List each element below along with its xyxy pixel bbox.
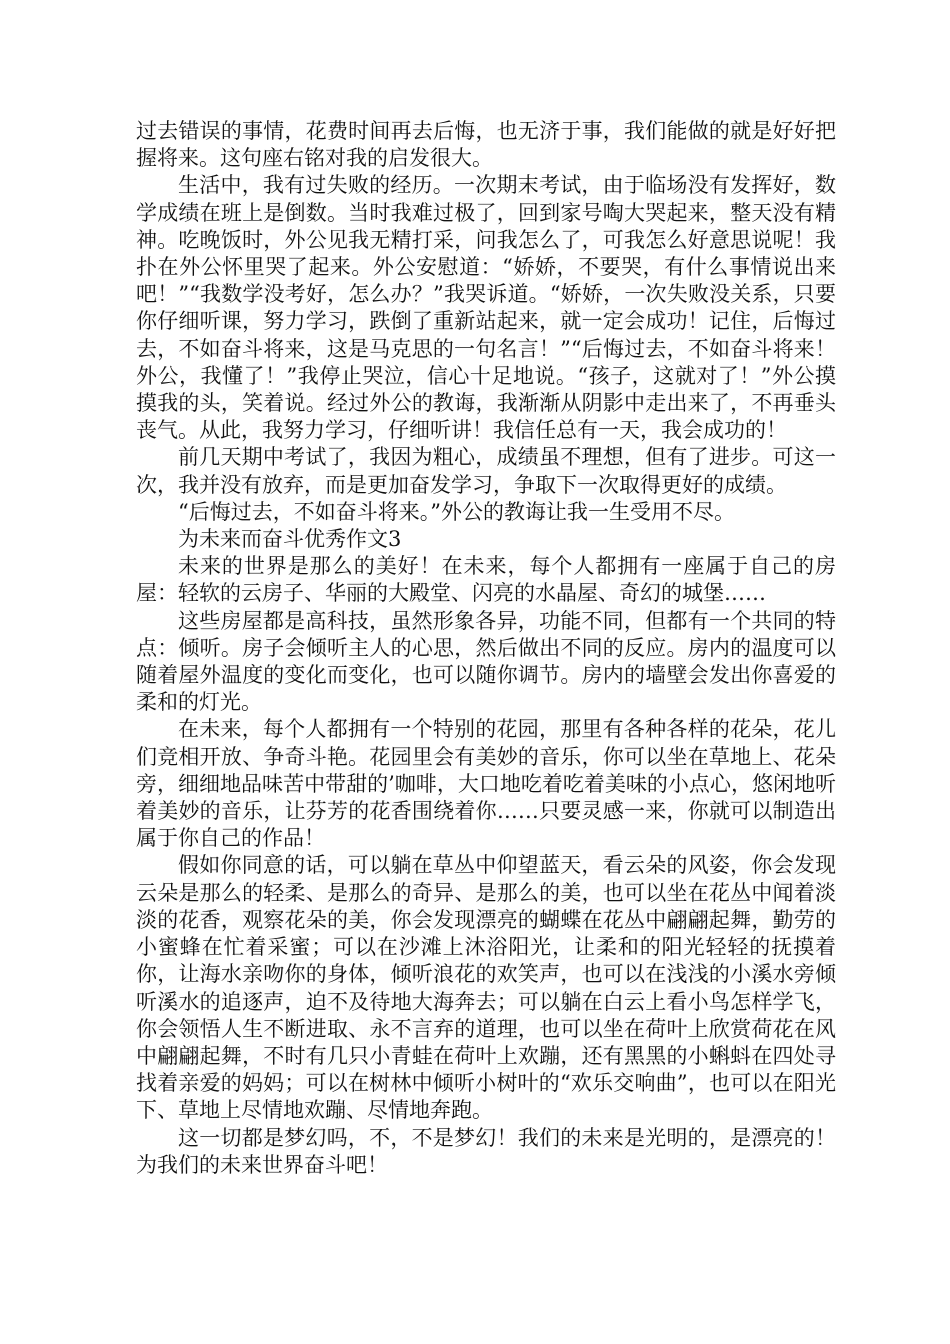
paragraph: 过去错误的事情，花费时间再去后悔，也无济于事，我们能做的就是好好把握将来。这句座右铭对我的启发很大。 [136,119,836,171]
paragraph: “后悔过去，不如奋斗将来。”外公的教诲让我一生受用不尽。 [178,499,735,524]
paragraph: 未来的世界是那么的美好！在未来，每个人都拥有一座属于自己的房屋：轻软的云房子、华丽的大殿堂、闪亮的水晶屋、奇幻的城堡…… [136,554,836,606]
essay-heading: 为未来而奋斗优秀作文3 [178,527,402,552]
paragraph: 生活中，我有过失败的经历。一次期末考试，由于临场没有发挥好，数学成绩在班上是倒数。当时我难过极了，回到家号啕大哭起来，整天没有精神。吃晚饭时，外公见我无精打采，问我怎么了，可我怎么好意思说呢！我扑在外公怀里哭了起来。外公安慰道：“娇娇，不要哭，有什么事情说出来吧！”“我数学没考好，怎么办？”我哭诉道。“娇娇，一次失败没关系，只要你仔细听课，努力学习，跌倒了重新站起来，就一定会成功！记住，后悔过去，不如奋斗将来，这是马克思的一句名言！”“后悔过去，不如奋斗将来！外公，我懂了！”我停止哭泣，信心十足地说。“孩子，这就对了！”外公摸摸我的头，笑着说。经过外公的教诲，我渐渐从阴影中走出来了，不再垂头丧气。从此，我努力学习，仔细听讲！我信任总有一天，我会成功的！ [136,173,836,443]
document-body [136,118,836,1179]
paragraph: 这一切都是梦幻吗，不，不是梦幻！我们的未来是光明的，是漂亮的！为我们的未来世界奋斗吧！ [136,1125,836,1177]
paragraph: 这些房屋都是高科技，虽然形象各异，功能不同，但都有一个共同的特点：倾听。房子会倾听主人的心思，然后做出不同的反应。房内的温度可以随着屋外温度的变化而变化，也可以随你调节。房内的墙壁会发出你喜爱的柔和的灯光。 [136,608,836,715]
paragraph: 假如你同意的话，可以躺在草丛中仰望蓝天，看云朵的风姿，你会发现云朵是那么的轻柔、是那么的奇异、是那么的美，也可以坐在花丛中闻着淡淡的花香，观察花朵的美，你会发现漂亮的蝴蝶在花丛中翩翩起舞，勤劳的小蜜蜂在忙着采蜜；可以在沙滩上沐浴阳光，让柔和的阳光轻轻的抚摸着你，让海水亲吻你的身体，倾听浪花的欢笑声，也可以在浅浅的小溪水旁倾听溪水的追逐声，迫不及待地大海奔去；可以躺在白云上看小鸟怎样学飞，你会领悟人生不断进取、永不言弃的道理，也可以坐在荷叶上欣赏荷花在风中翩翩起舞，不时有几只小青蛙在荷叶上欢蹦，还有黑黑的小蝌蚪在四处寻找着亲爱的妈妈；可以在树林中倾听小树叶的“欢乐交响曲”，也可以在阳光下、草地上尽情地欢蹦、尽情地奔跑。 [136,853,836,1123]
paragraph: 在未来，每个人都拥有一个特别的花园，那里有各种各样的花朵，花儿们竞相开放、争奇斗艳。花园里会有美妙的音乐，你可以坐在草地上、花朵旁，细细地品味苦中带甜的’咖啡，大口地吃着吃着美味的小点心，悠闲地听着美妙的音乐，让芬芳的花香围绕着你……只要灵感一来，你就可以制造出属于你自己的作品！ [136,717,836,851]
paragraph: 前几天期中考试了，我因为粗心，成绩虽不理想，但有了进步。可这一次，我并没有放弃，而是更加奋发学习，争取下一次取得更好的成绩。 [136,445,836,497]
